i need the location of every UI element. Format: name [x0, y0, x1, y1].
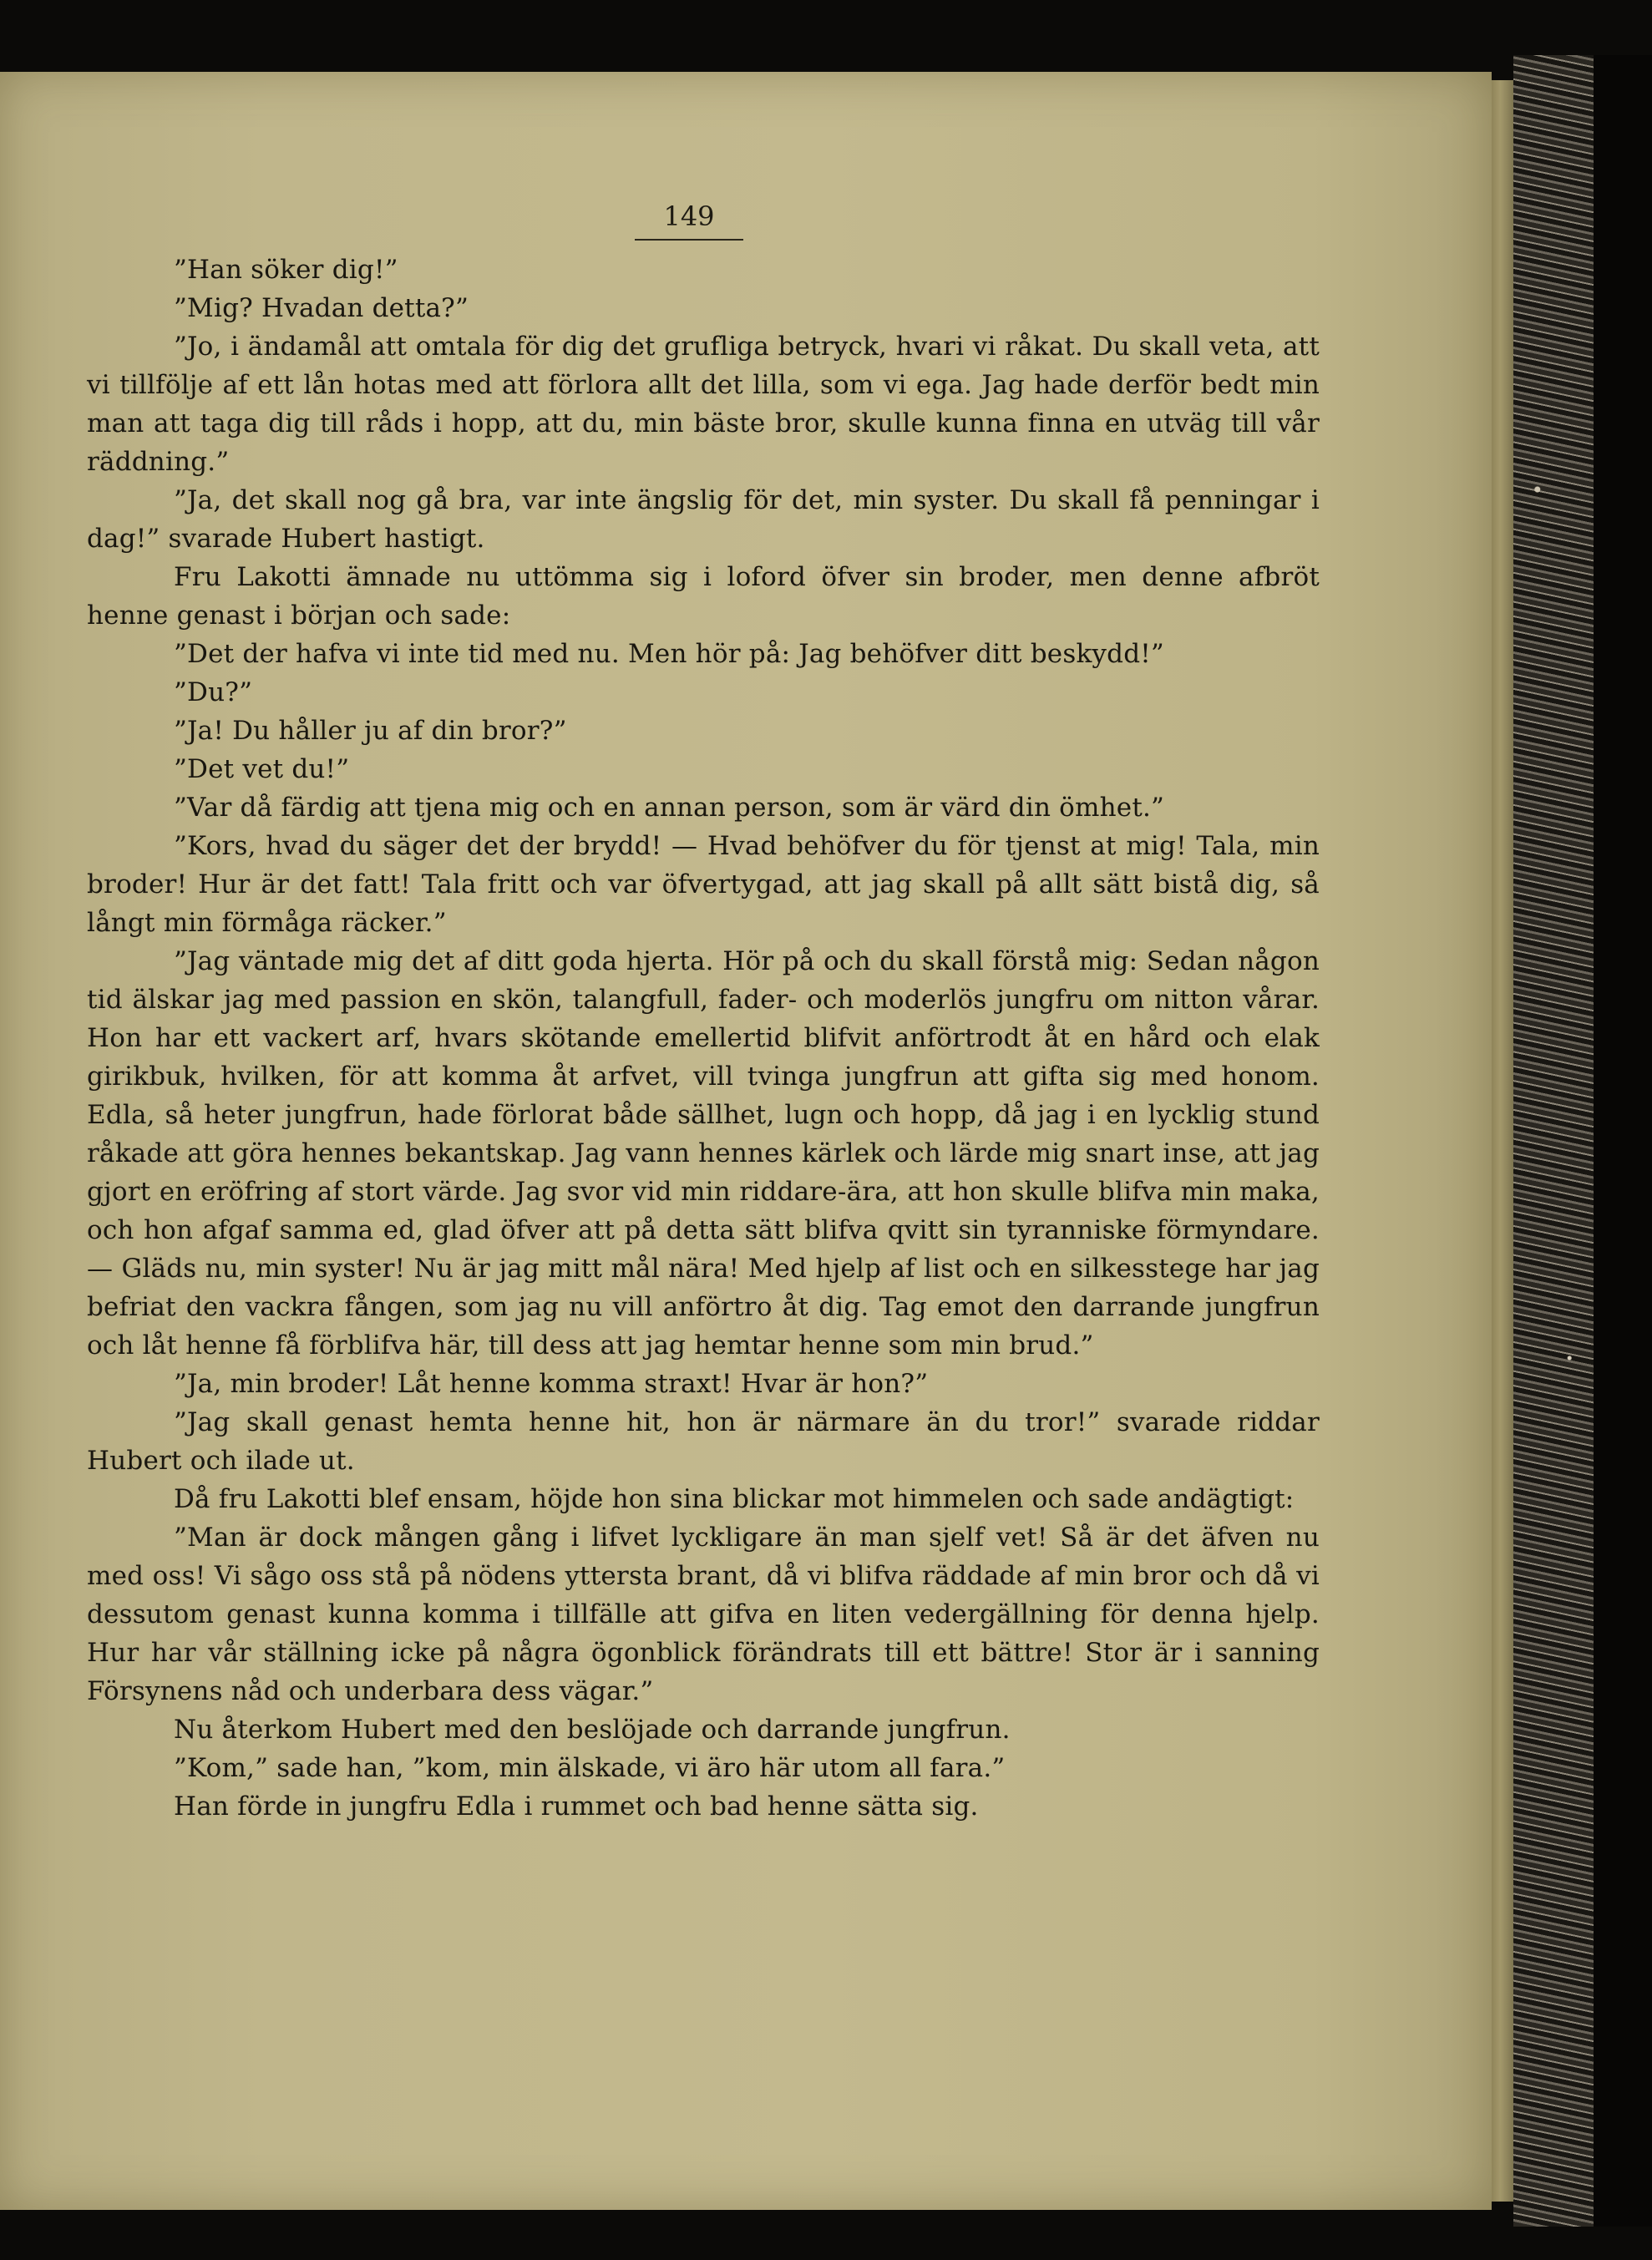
paragraph: Han förde in jungfru Edla i rummet och bad henne sätta sig. [174, 1791, 979, 1822]
paragraph: ”Ja! Du håller ju af din bror?” [174, 716, 567, 746]
paragraph: ”Jo, i ändamål att omtala för dig det grufliga betryck, hvari vi råkat. Du skall veta, att vi tillfölje af ett lån hotas med att förlora allt det lilla, som vi ega. Jag hade derför bedt min man att taga dig till råds i hopp, att du, min bäste bror, skulle kunna finna en utväg till vår räddning.” [87, 332, 1320, 477]
body-text [87, 251, 1320, 1826]
paragraph: Fru Lakotti ämnade nu uttömma sig i loford öfver sin broder, men denne afbröt henne genast i början och sade: [87, 562, 1320, 631]
marbled-book-cover [1513, 55, 1594, 2227]
paragraph: ”Ja, det skall nog gå bra, var inte ängslig för det, min syster. Du skall få penningar i dag!” svarade Hubert hastigt. [87, 485, 1320, 554]
paragraph: ”Han söker dig!” [174, 255, 398, 285]
page-number: 149 [635, 200, 743, 241]
paragraph: ”Ja, min broder! Låt henne komma straxt! Hvar är hon?” [174, 1369, 929, 1399]
paragraph: ”Jag väntade mig det af ditt goda hjerta. Hör på och du skall förstå mig: Sedan någon tid älskar jag med passion en skön, talangfull, fader- och moderlös jungfru om nitton vårar. Hon har ett vackert arf, hvars skötande emellertid blifvit anförtrodt åt en hård och elak girikbuk, hvilken, för att komma åt arfvet, vill tvinga jungfrun att gifta sig med honom. Edla, så heter jungfrun, hade förlorat både sällhet, lugn och hopp, då jag i en lycklig stund råkade att göra hennes bekantskap. Jag vann hennes kärlek och lärde mig snart inse, att jag gjort en eröfring af stort värde. Jag svor vid min riddare-ära, att hon skulle blifva min maka, och hon afgaf samma ed, glad öfver att på detta sätt blifva qvitt sin tyranniske förmyndare. — Gläds nu, min syster! Nu är jag mitt mål nära! Med hjelp af list och en silkesstege har jag befriat den vackra fången, som jag nu vill anförtro åt dig. Tag emot den darrande jungfrun och låt henne få förblifva här, till dess att jag hemtar henne som min brud.” [87, 946, 1320, 1361]
paragraph: ”Mig? Hvadan detta?” [174, 293, 469, 323]
page-edge [1492, 80, 1513, 2202]
paragraph: Nu återkom Hubert med den beslöjade och darrande jungfrun. [174, 1715, 1011, 1745]
paragraph: ”Det vet du!” [174, 754, 350, 784]
background-edge [1594, 55, 1652, 2227]
paragraph: ”Var då färdig att tjena mig och en annan person, som är värd din ömhet.” [174, 793, 1165, 823]
paragraph: ”Jag skall genast hemta henne hit, hon är närmare än du tror!” svarade riddar Hubert och ilade ut. [87, 1407, 1320, 1476]
paragraph: ”Det der hafva vi inte tid med nu. Men hör på: Jag behöfver ditt beskydd!” [174, 639, 1164, 669]
paragraph: ”Man är dock mången gång i lifvet lyckligare än man sjelf vet! Så är det äfven nu med oss! Vi sågo oss stå på nödens yttersta brant, då vi blifva räddade af min bror och då vi dessutom genast kunna komma i tillfälle att gifva en liten vedergällning för denna hjelp. Hur har vår ställning icke på några ögonblick förändrats till ett bättre! Stor är i sanning Försynens nåd och underbara dess vägar.” [87, 1523, 1320, 1706]
paragraph: ”Kom,” sade han, ”kom, min älskade, vi äro här utom all fara.” [174, 1753, 1006, 1783]
paragraph: ”Du?” [174, 677, 253, 707]
paragraph: Då fru Lakotti blef ensam, höjde hon sina blickar mot himmelen och sade andägtigt: [174, 1484, 1295, 1514]
paragraph: ”Kors, hvad du säger det der brydd! — Hvad behöfver du för tjenst at mig! Tala, min broder! Hur är det fatt! Tala fritt och var öfvertygad, att jag skall på allt sätt bistå dig, så långt min förmåga räcker.” [87, 831, 1320, 938]
